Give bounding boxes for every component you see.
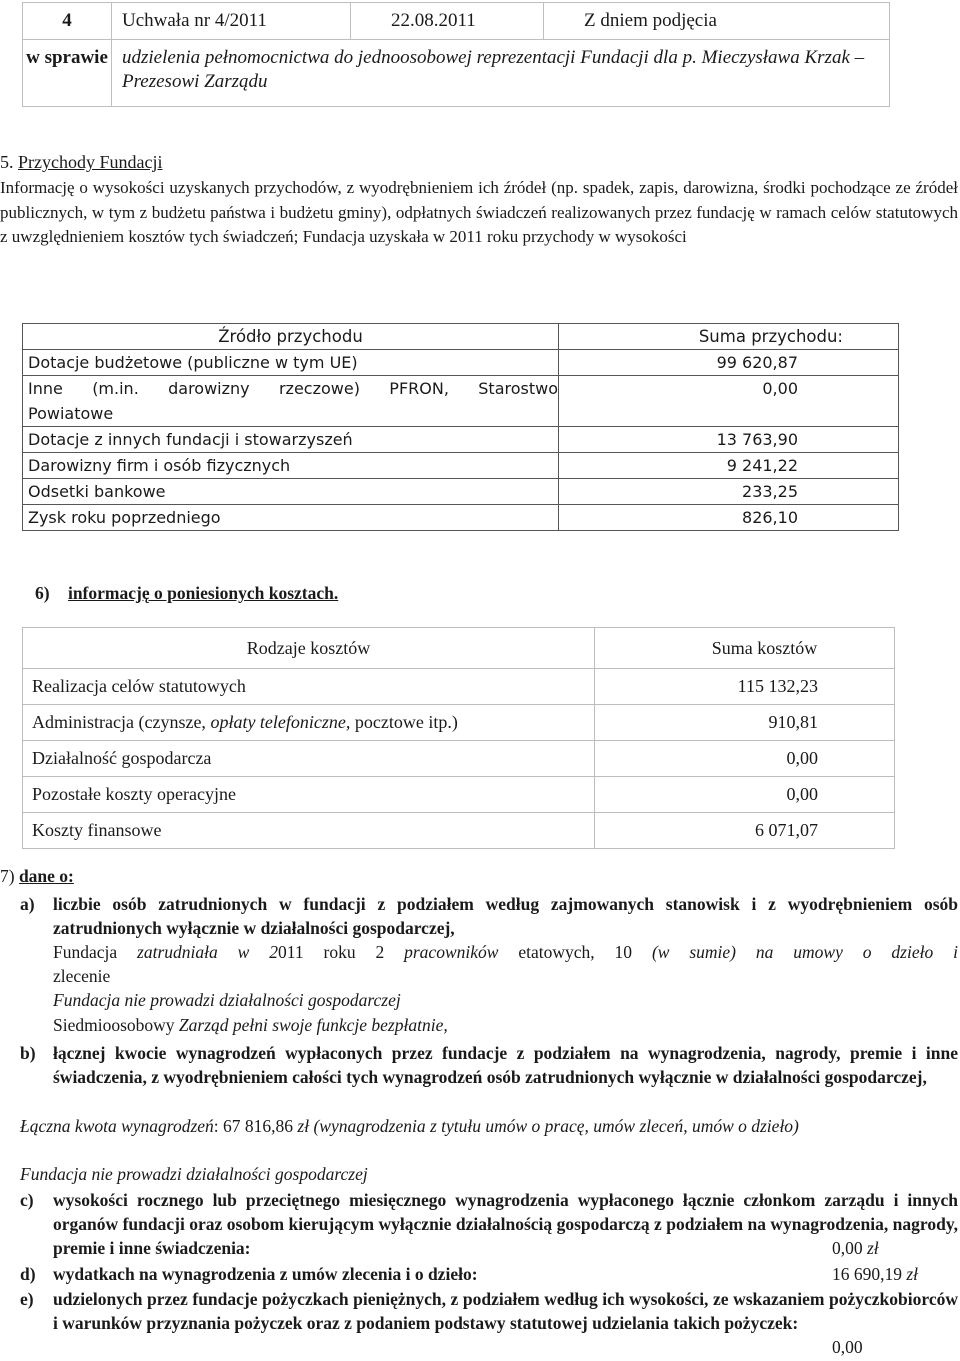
income-source: Zysk roku poprzedniego: [23, 505, 559, 531]
employment-line: [53, 940, 958, 964]
board-note: [53, 1013, 448, 1037]
income-amount: 0,00: [559, 376, 899, 427]
subject-text: udzielenia pełnomocnictwa do jednoosobowej reprezentacji Fundacji dla p. Mieczysława Krzak – Prezesowi Zarządu: [112, 40, 890, 107]
section6-number: 6): [35, 583, 50, 603]
income-source: Dotacje budżetowe (publiczne w tym UE): [23, 350, 559, 376]
income-amount: 826,10: [559, 505, 899, 531]
item-d-amount: [832, 1262, 918, 1286]
income-header-row: [23, 324, 899, 350]
section5-heading: [0, 152, 162, 173]
board-part: Siedmioosobowy: [53, 1015, 179, 1035]
income-header-source: Źródło przychodu: [23, 324, 559, 350]
cost-sum: 0,00: [595, 741, 895, 777]
amount-value: 0,00: [832, 1238, 863, 1258]
employment-part: 011 roku 2: [277, 942, 405, 962]
item-d: [20, 1262, 958, 1286]
salary-part: : 67 816,86: [213, 1116, 298, 1136]
income-table: [22, 323, 899, 531]
no-business-note: Fundacja nie prowadzi działalności gospodarczej: [20, 1164, 368, 1184]
cost-header-row: [23, 628, 895, 669]
section5-paragraph: Informację o wysokości uzyskanych przychodów, z wyodrębnieniem ich źródeł (np. spadek, zapis, darowizna, środki pochodzące ze źródeł publicznych, w tym z budżetu państwa i budżetu gminy), odpłatnych świadczeń realizowanych przez fundację w ramach celów statutowych z uwzględnieniem kosztów tych świadczeń; Fundacja uzyskała w 2011 roku przychody w wysokości: [0, 178, 958, 246]
resolution-number: 4: [23, 3, 112, 40]
cost-sum: 6 071,07: [595, 813, 895, 849]
item-d-text: wydatkach na wynagrodzenia z umów zlecenia i o dzieło:: [53, 1264, 478, 1284]
cost-type-part: opłaty telefoniczne,: [210, 712, 351, 732]
employment-part: Fundacja: [53, 942, 138, 962]
section6-title: informację o poniesionych kosztach.: [67, 583, 339, 603]
table-row: [23, 777, 895, 813]
income-source: [23, 376, 559, 427]
cost-sum: 910,81: [595, 705, 895, 741]
cost-type: [23, 705, 595, 741]
cost-type: Koszty finansowe: [23, 813, 595, 849]
cost-table: [22, 627, 895, 849]
item-a: [20, 892, 958, 940]
income-source: Dotacje z innych fundacji i stowarzyszeń: [23, 427, 559, 453]
section7-number: 7): [0, 866, 15, 886]
item-b-heading: łącznej kwocie wynagrodzeń wypłaconych przez fundacje z podziałem na wynagrodzenia, nagrody, premie i inne świadczenia, z wyodrębnieniem całości tych wynagrodzeń osób zatrudnionych wyłącznie w działalności gospodarczej,: [53, 1043, 958, 1087]
section5-number: 5.: [0, 152, 14, 172]
table-row: [23, 741, 895, 777]
item-c-amount: [832, 1236, 879, 1260]
resolution-effective: Z dniem podjęcia: [544, 3, 890, 40]
employment-part: (w sumie) na umowy o dzieło i: [651, 942, 958, 962]
resolution-name: Uchwała nr 4/2011: [112, 3, 351, 40]
item-c: [20, 1188, 958, 1260]
item-a-heading: liczbie osób zatrudnionych w fundacji z podziałem według zajmowanych stanowisk i z wyodrębnieniem osób zatrudnionych wyłącznie w działalności gospodarczej,: [53, 894, 958, 938]
table-row: [23, 350, 899, 376]
cost-header-type: Rodzaje kosztów: [23, 628, 595, 669]
item-b: [20, 1041, 958, 1089]
salary-part: Łączna kwota wynagrodzeń: [20, 1116, 214, 1136]
employment-line-2: zlecenie: [53, 966, 111, 986]
item-e: [20, 1287, 958, 1335]
item-c-text: wysokości rocznego lub przeciętnego miesięcznego wynagrodzenia wypłaconego łącznie członkom zarządu i innych organów fundacji oraz osobom kierującym wyłącznie działalnością gospodarczą z podziałem na wynagrodzenia, nagrody, premie i inne świadczenia:: [53, 1190, 958, 1258]
item-e-text: udzielonych przez fundacje pożyczkach pieniężnych, z podziałem według ich wysokości, ze wskazaniem pożyczkobiorców i warunków przyznania pożyczek oraz z podaniem podstawy statutowej udzielania takich pożyczek:: [53, 1289, 958, 1333]
cost-type: Pozostałe koszty operacyjne: [23, 777, 595, 813]
board-part: Zarząd pełni swoje funkcje bezpłatnie,: [178, 1015, 448, 1035]
income-amount: 9 241,22: [559, 453, 899, 479]
cost-sum: 115 132,23: [595, 669, 895, 705]
table-row: [23, 813, 895, 849]
cost-type: Realizacja celów statutowych: [23, 669, 595, 705]
income-source: Odsetki bankowe: [23, 479, 559, 505]
no-business-note: Fundacja nie prowadzi działalności gospodarczej: [53, 990, 401, 1010]
table-row: [23, 505, 899, 531]
section5-title: Przychody Fundacji: [18, 152, 163, 172]
table-row: [23, 453, 899, 479]
item-a-label: a): [20, 894, 35, 914]
employment-part: etatowych, 10: [498, 942, 652, 962]
income-amount: 13 763,90: [559, 427, 899, 453]
cost-header-sum: Suma kosztów: [595, 628, 895, 669]
section7-title: dane o:: [18, 866, 74, 886]
subject-row: [23, 40, 890, 107]
item-b-label: b): [20, 1043, 36, 1063]
amount-value: 16 690,19: [832, 1264, 902, 1284]
table-row: [23, 705, 895, 741]
resolution-table: [22, 2, 890, 107]
table-row: [23, 669, 895, 705]
table-row: [23, 376, 899, 427]
cost-type-part: pocztowe itp.): [350, 712, 458, 732]
amount-currency: zł: [867, 1238, 879, 1258]
subject-label: w sprawie: [23, 40, 112, 107]
income-source: Darowizny firm i osób fizycznych: [23, 453, 559, 479]
resolution-date: 22.08.2011: [351, 3, 544, 40]
item-e-label: e): [20, 1289, 34, 1309]
amount-currency: zł: [906, 1264, 919, 1284]
employment-part: pracowników: [404, 942, 499, 962]
table-row: [23, 479, 899, 505]
cost-type-part: Administracja (czynsze,: [32, 712, 211, 732]
salary-total: [20, 1114, 958, 1138]
item-c-label: c): [20, 1190, 34, 1210]
salary-part: zł (wynagrodzenia z tytułu umów o pracę, umów zleceń, umów o dzieło): [297, 1116, 799, 1136]
income-source-line: Powiatowe: [28, 404, 114, 423]
income-header-sum: Suma przychodu:: [559, 324, 899, 350]
cost-type: Działalność gospodarcza: [23, 741, 595, 777]
section6-heading: [35, 583, 338, 604]
resolution-row: [23, 3, 890, 40]
income-source-line: Inne (m.in. darowizny rzeczowe) PFRON, Starostwo: [28, 379, 558, 398]
employment-part: zatrudniała w 2: [137, 942, 278, 962]
table-row: [23, 427, 899, 453]
item-e-amount: 0,00: [832, 1337, 863, 1357]
section7-heading: [0, 866, 74, 887]
item-d-label: d): [20, 1264, 36, 1284]
cost-sum: 0,00: [595, 777, 895, 813]
income-amount: 99 620,87: [559, 350, 899, 376]
income-amount: 233,25: [559, 479, 899, 505]
